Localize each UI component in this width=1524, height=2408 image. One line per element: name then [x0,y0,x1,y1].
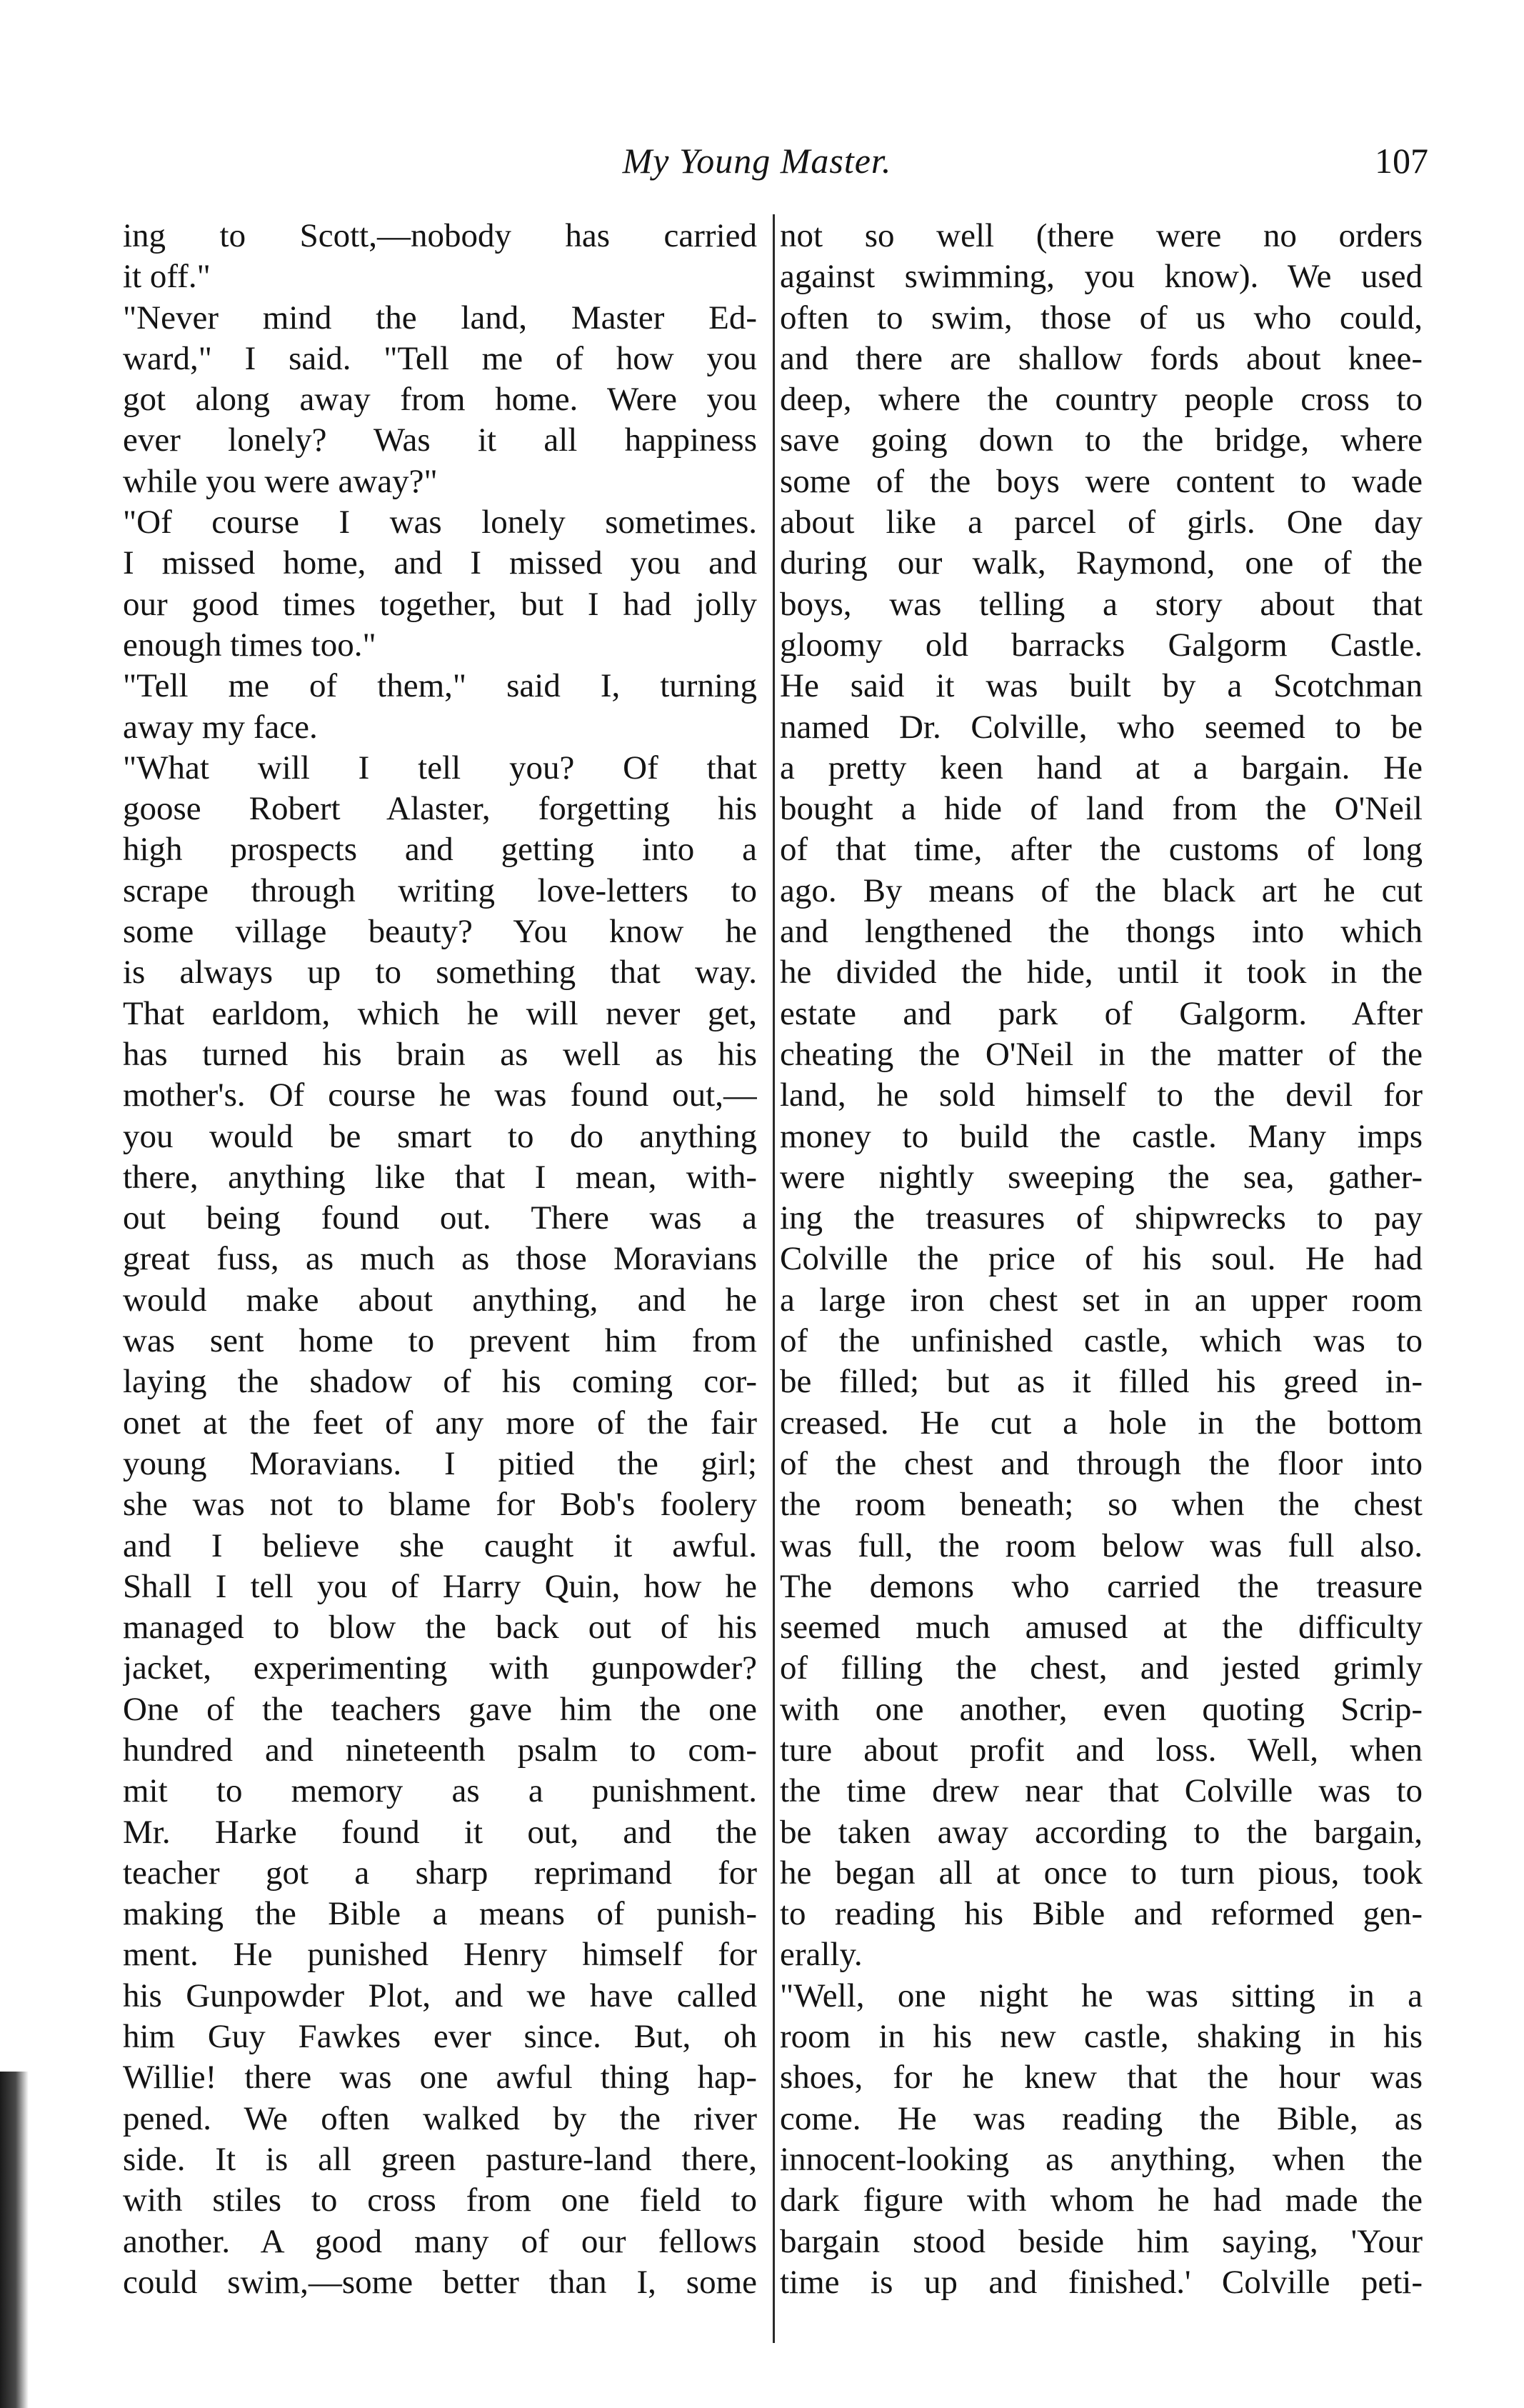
text-line: it off." [123,258,211,296]
text-line: of that time, after the customs of long [780,831,1423,869]
text-line: to reading his Bible and reformed gen- [780,1895,1423,1933]
text-line: during our walk, Raymond, one of the [780,544,1423,582]
text-line: That earldom, which he will never get, [123,994,757,1032]
text-line: not so well (there were no orders [780,217,1423,254]
text-line: come. He was reading the Bible, as [780,2099,1423,2137]
text-line: "Never mind the land, Master Ed- [123,299,757,336]
right-text-column [780,216,1423,2303]
text-line: teacher got a sharp reprimand for [123,1854,757,1892]
text-line: "Tell me of them," said I, turning [123,667,757,705]
text-line: enough times too." [123,626,376,664]
text-line: bought a hide of land from the O'Neil [780,790,1423,828]
text-line: jacket, experimenting with gunpowder? [123,1649,757,1687]
text-line: you would be smart to do anything [123,1117,757,1155]
text-line: laying the shadow of his coming cor- [123,1363,757,1401]
text-line: onet at the feet of any more of the fair [123,1404,757,1442]
text-line: time is up and finished.' Colville peti- [780,2263,1423,2301]
text-line: has turned his brain as well as his [123,1035,757,1073]
text-line: estate and park of Galgorm. After [780,994,1423,1032]
text-line: was sent home to prevent him from [123,1322,757,1360]
text-line: and I believe she caught it awful. [123,1527,757,1564]
text-line: deep, where the country people cross to [780,381,1423,419]
text-line: got along away from home. Were you [123,381,757,419]
text-line: The demons who carried the treasure [780,1567,1423,1605]
text-line: ing the treasures of shipwrecks to pay [780,1199,1423,1237]
text-line: she was not to blame for Bob's foolery [123,1486,757,1524]
text-line: goose Robert Alaster, forgetting his [123,790,757,828]
text-line: the time drew near that Colville was to [780,1772,1423,1810]
text-line: were nightly sweeping the sea, gather- [780,1158,1423,1196]
text-line: great fuss, as much as those Moravians [123,1240,757,1278]
left-text-column [123,216,757,2303]
text-line: bargain stood beside him saying, 'Your [780,2222,1423,2260]
text-line: high prospects and getting into a [123,831,757,869]
text-line: save going down to the bridge, where [780,421,1423,459]
text-line: with one another, even quoting Scrip- [780,1690,1423,1728]
text-line: he divided the hide, until it took in the [780,954,1423,991]
text-line: would make about anything, and he [123,1281,757,1319]
text-line: was full, the room below was full also. [780,1527,1423,1564]
text-line: another. A good many of our fellows [123,2222,757,2260]
text-line: Willie! there was one awful thing hap- [123,2059,757,2097]
text-line: his Gunpowder Plot, and we have called [123,1977,757,2014]
text-line: and lengthened the thongs into which [780,913,1423,951]
text-line: seemed much amused at the difficulty [780,1609,1423,1647]
text-line: ward," I said. "Tell me of how you [123,339,757,377]
text-line: Colville the price of his soul. He had [780,1240,1423,1278]
text-line: ever lonely? Was it all happiness [123,421,757,459]
text-line: Shall I tell you of Harry Quin, how he [123,1567,757,1605]
text-line: some of the boys were content to wade [780,462,1423,500]
text-line: creased. He cut a hole in the bottom [780,1404,1423,1442]
text-line: of the chest and through the floor into [780,1444,1423,1482]
text-line: ture about profit and loss. Well, when [780,1731,1423,1769]
text-line: mit to memory as a punishment. [123,1772,757,1810]
text-line: hundred and nineteenth psalm to com- [123,1731,757,1769]
text-line: is always up to something that way. [123,954,757,991]
text-line: pened. We often walked by the river [123,2099,757,2137]
text-line: about like a parcel of girls. One day [780,504,1423,541]
text-line: him Guy Fawkes ever since. But, oh [123,2018,757,2056]
text-line: scrape through writing love-letters to [123,871,757,909]
text-line: our good times together, but I had jolly [123,585,757,623]
text-line: shoes, for he knew that the hour was [780,2059,1423,2097]
text-line: dark figure with whom he had made the [780,2182,1423,2219]
text-line: there, anything like that I mean, with- [123,1158,757,1196]
column-divider [773,214,775,2343]
text-line: young Moravians. I pitied the girl; [123,1444,757,1482]
running-title: My Young Master. [622,141,892,181]
text-line: "Well, one night he was sitting in a [780,1977,1423,2014]
text-line: Mr. Harke found it out, and the [123,1813,757,1851]
text-line: a large iron chest set in an upper room [780,1281,1423,1319]
text-line: away my face. [123,708,318,746]
text-line: a pretty keen hand at a bargain. He [780,749,1423,786]
text-line: cheating the O'Neil in the matter of the [780,1035,1423,1073]
text-line: side. It is all green pasture-land there, [123,2140,757,2178]
text-line: be filled; but as it filled his greed in- [780,1363,1423,1401]
text-line: while you were away?" [123,462,438,500]
text-line: ment. He punished Henry himself for [123,1936,757,1974]
text-line: making the Bible a means of punish- [123,1895,757,1933]
text-line: ing to Scott,—nobody has carried [123,217,757,254]
text-line: he began all at once to turn pious, took [780,1854,1423,1892]
text-line: "What will I tell you? Of that [123,749,757,786]
text-line: I missed home, and I missed you and [123,544,757,582]
text-line: with stiles to cross from one field to [123,2182,757,2219]
text-line: named Dr. Colville, who seemed to be [780,708,1423,746]
text-line: "Of course I was lonely sometimes. [123,504,757,541]
text-line: some village beauty? You know he [123,913,757,951]
text-line: be taken away according to the bargain, [780,1813,1423,1851]
text-line: could swim,—some better than I, some [123,2263,757,2301]
text-line: against swimming, you know). We used [780,258,1423,296]
text-line: of filling the chest, and jested grimly [780,1649,1423,1687]
text-line: erally. [780,1936,863,1974]
text-line: managed to blow the back out of his [123,1609,757,1647]
page-number: 107 [1375,141,1428,181]
text-line: He said it was built by a Scotchman [780,667,1423,705]
text-line: money to build the castle. Many imps [780,1117,1423,1155]
text-line: often to swim, those of us who could, [780,299,1423,336]
text-line: mother's. Of course he was found out,— [123,1076,757,1114]
text-line: boys, was telling a story about that [780,585,1423,623]
text-line: the room beneath; so when the chest [780,1486,1423,1524]
text-line: and there are shallow fords about knee- [780,339,1423,377]
scan-edge-shadow [0,2072,29,2408]
text-line: gloomy old barracks Galgorm Castle. [780,626,1423,664]
text-line: land, he sold himself to the devil for [780,1076,1423,1114]
text-line: room in his new castle, shaking in his [780,2018,1423,2056]
text-line: ago. By means of the black art he cut [780,871,1423,909]
text-line: One of the teachers gave him the one [123,1690,757,1728]
text-line: innocent-looking as anything, when the [780,2140,1423,2178]
text-line: of the unfinished castle, which was to [780,1322,1423,1360]
text-line: out being found out. There was a [123,1199,757,1237]
